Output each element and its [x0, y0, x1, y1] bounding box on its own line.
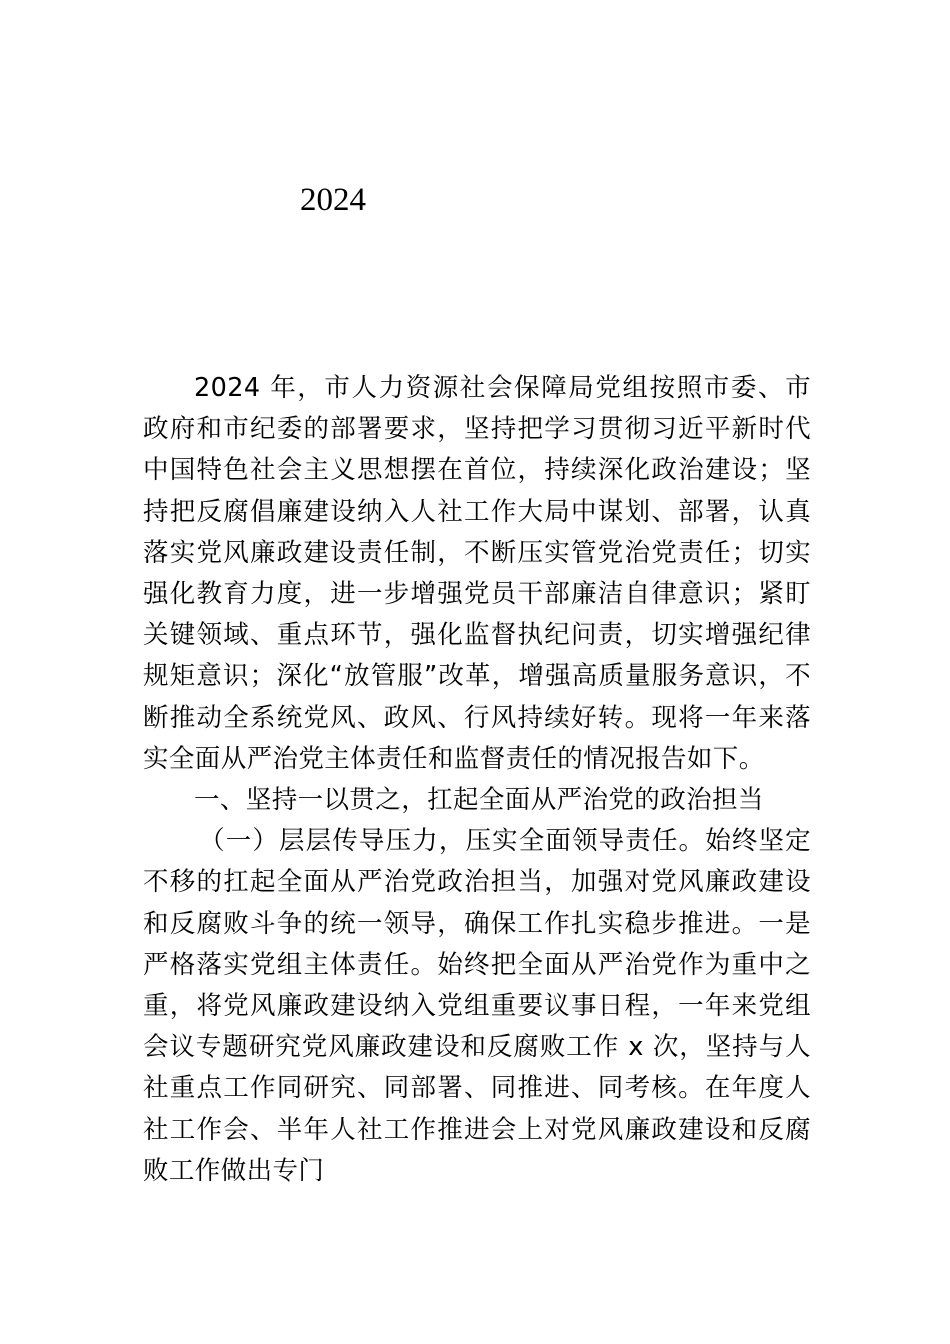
- section-heading-1: 一、坚持一以贯之，扛起全面从严治党的政治担当: [194, 785, 764, 816]
- document-body: [143, 368, 811, 1192]
- intro-paragraph: 2024 年，市人力资源社会保障局党组按照市委、市政府和市纪委的部署要求，坚持把学习贯彻习近平新时代中国特色社会主义思想摆在首位，持续深化政治建设；坚持把反腐倡廉建设纳入人社工作大局中谋划、部署，认真落实党风廉政建设责任制，不断压实管党治党责任；切实强化教育力度，进一步增强党员干部廉洁自律意识；紧盯关键领域、重点环节，强化监督执纪问责，切实增强纪律规矩意识；深化“放管服”改革，增强高质量服务意识，不断推动全系统党风、政风、行风持续好转。现将一年来落实全面从严治党主体责任和监督责任的情况报告如下。: [143, 373, 811, 774]
- document-title: 2024: [300, 182, 366, 218]
- subsection-paragraph-1: （一）层层传导压力，压实全面领导责任。始终坚定不移的扛起全面从严治党政治担当，加强对党风廉政建设和反腐败斗争的统一领导，确保工作扎实稳步推进。一是严格落实党组主体责任。始终把全面从严治党作为重中之重，将党风廉政建设纳入党组重要议事日程，一年来党组会议专题研究党风廉政建设和反腐败工作 x 次，坚持与人社重点工作同研究、同部署、同推进、同考核。在年度人社工作会、半年人社工作推进会上对党风廉政建设和反腐败工作做出专门: [143, 826, 811, 1186]
